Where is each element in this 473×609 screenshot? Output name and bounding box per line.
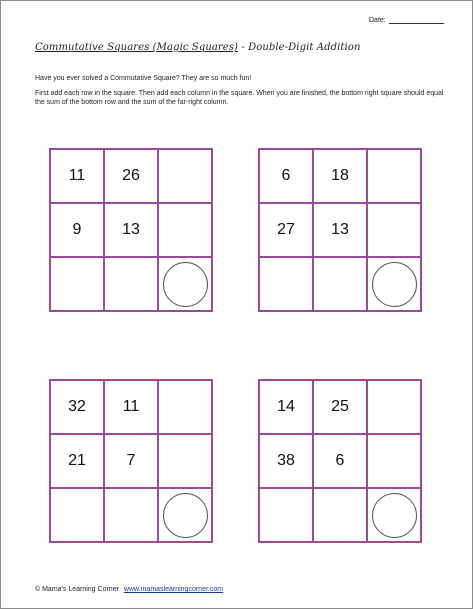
copyright-text: © Mama's Learning Corner [35, 586, 119, 593]
website-link[interactable]: www.mamaslearningcorner.com [123, 586, 224, 593]
answer-circle[interactable] [372, 262, 417, 307]
answer-circle[interactable] [163, 493, 208, 538]
magic-square-3 [49, 379, 213, 543]
square-2-cell-6[interactable] [367, 203, 421, 257]
square-1-cell-3[interactable] [158, 149, 212, 203]
square-4-cell-6[interactable] [367, 434, 421, 488]
magic-square-2 [258, 148, 422, 312]
title-subtitle: - Double-Digit Addition [238, 42, 361, 53]
footer [35, 586, 223, 593]
magic-square-4 [258, 379, 422, 543]
worksheet-title [35, 42, 361, 53]
square-2-cell-5: 13 [313, 203, 367, 257]
square-1-cell-5: 13 [104, 203, 158, 257]
square-1-cell-7[interactable] [50, 257, 104, 311]
instructions-line-1: Have you ever solved a Commutative Square? They are so much fun! [35, 75, 252, 82]
square-3-cell-5: 7 [104, 434, 158, 488]
square-3-cell-9[interactable] [158, 488, 212, 542]
square-2-cell-4: 27 [259, 203, 313, 257]
square-3-cell-3[interactable] [158, 380, 212, 434]
square-4-cell-4: 38 [259, 434, 313, 488]
square-4-cell-9[interactable] [367, 488, 421, 542]
title-main: Commutative Squares (Magic Squares) [35, 42, 239, 53]
square-4-cell-5: 6 [313, 434, 367, 488]
square-1-cell-4: 9 [50, 203, 104, 257]
square-4-cell-2: 25 [313, 380, 367, 434]
square-4-cell-3[interactable] [367, 380, 421, 434]
square-4-cell-1: 14 [259, 380, 313, 434]
square-3-cell-8[interactable] [104, 488, 158, 542]
square-2-cell-8[interactable] [313, 257, 367, 311]
answer-circle[interactable] [163, 262, 208, 307]
square-1-cell-1: 11 [50, 149, 104, 203]
square-1-cell-9[interactable] [158, 257, 212, 311]
square-3-cell-2: 11 [104, 380, 158, 434]
square-3-cell-1: 32 [50, 380, 104, 434]
square-2-cell-1: 6 [259, 149, 313, 203]
answer-circle[interactable] [372, 493, 417, 538]
square-3-cell-4: 21 [50, 434, 104, 488]
date-blank-line[interactable] [389, 16, 444, 24]
square-2-cell-2: 18 [313, 149, 367, 203]
square-2-cell-3[interactable] [367, 149, 421, 203]
square-3-cell-6[interactable] [158, 434, 212, 488]
square-4-cell-8[interactable] [313, 488, 367, 542]
square-2-cell-7[interactable] [259, 257, 313, 311]
square-2-cell-9[interactable] [367, 257, 421, 311]
square-1-cell-6[interactable] [158, 203, 212, 257]
instructions [35, 74, 445, 113]
square-3-cell-7[interactable] [50, 488, 104, 542]
instructions-line-2: First add each row in the square. Then add each column in the square. When you are finished, the bottom right square should equal the sum of the bottom row and the sum of the far-right column. [35, 90, 444, 106]
magic-square-1 [49, 148, 213, 312]
square-1-cell-8[interactable] [104, 257, 158, 311]
date-field [369, 16, 444, 24]
square-4-cell-7[interactable] [259, 488, 313, 542]
square-1-cell-2: 26 [104, 149, 158, 203]
date-label: Date: [369, 17, 386, 24]
